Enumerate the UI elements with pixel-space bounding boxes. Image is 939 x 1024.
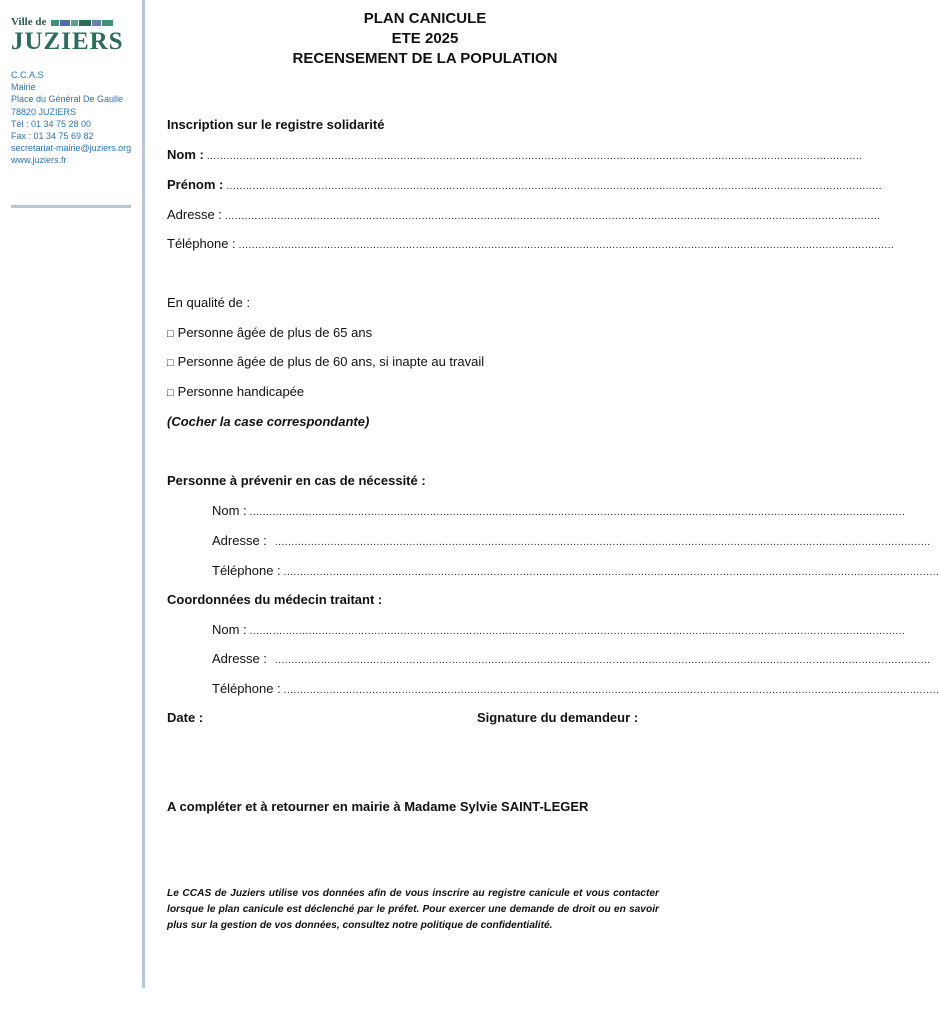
adresse-fill-line[interactable]: ........................................................................................................................................................................................................ (224, 211, 881, 222)
town-logo (11, 16, 124, 58)
contact-block (11, 69, 131, 167)
sidebar-divider (11, 205, 131, 208)
logo-bar (79, 20, 91, 26)
prevenir-heading: Personne à prévenir en cas de nécessité : (167, 473, 426, 488)
medecin-telephone-fill-line[interactable]: ........................................................................................................................................................................................................ (283, 685, 939, 696)
page-title (200, 9, 650, 69)
logo-prefix: Ville de (11, 16, 47, 28)
prevenir-telephone-label: Téléphone : (212, 563, 281, 578)
contact-line: Fax : 01 34 75 69 82 (11, 131, 94, 142)
logo-bar (92, 20, 101, 26)
prenom-field[interactable] (167, 176, 883, 194)
date-label: Date : (167, 710, 204, 725)
contact-line: Place du Général De Gaulle (11, 94, 124, 105)
logo-bar (51, 20, 59, 26)
medecin-heading: Coordonnées du médecin traitant : (167, 592, 383, 607)
qualite-option-65[interactable] (167, 324, 372, 343)
prenom-label: Prénom : (167, 177, 224, 192)
medecin-telephone-label: Téléphone : (212, 681, 281, 696)
telephone-label: Téléphone : (167, 236, 236, 251)
prevenir-nom-field[interactable] (212, 502, 906, 520)
letterhead-sidebar (0, 0, 140, 1024)
title-line-3: RECENSEMENT DE LA POPULATION (292, 50, 558, 67)
option-label: Personne âgée de plus de 60 ans, si inapte au travail (177, 354, 485, 369)
option-label: Personne âgée de plus de 65 ans (177, 325, 373, 340)
nom-label: Nom : (167, 147, 204, 162)
prevenir-nom-fill-line[interactable]: ........................................................................................................................................................................................................ (249, 507, 906, 518)
medecin-telephone-field[interactable] (212, 680, 939, 698)
title-line-1: PLAN CANICULE (363, 10, 487, 27)
logo-bar (60, 20, 70, 26)
qualite-heading: En qualité de : (167, 295, 251, 310)
medecin-adresse-fill-line[interactable]: ........................................................................................................................................................................................................ (274, 655, 931, 666)
telephone-fill-line[interactable]: ........................................................................................................................................................................................................ (238, 240, 895, 251)
logo-bars (51, 20, 113, 26)
title-line-2: ETE 2025 (391, 30, 459, 47)
prevenir-telephone-fill-line[interactable]: ........................................................................................................................................................................................................ (283, 567, 939, 578)
prevenir-adresse-label: Adresse : (212, 533, 267, 548)
medecin-adresse-field[interactable] (212, 650, 931, 668)
contact-line: 78820 JUZIERS (11, 106, 77, 117)
prevenir-adresse-field[interactable] (212, 532, 931, 550)
contact-line: C.C.A.S (11, 70, 44, 80)
adresse-label: Adresse : (167, 207, 222, 222)
logo-name: JUZIERS (11, 28, 124, 55)
return-instruction: A compléter et à retourner en mairie à Madame Sylvie SAINT-LEGER (167, 799, 589, 814)
checkbox-icon[interactable]: □ (167, 357, 174, 369)
vertical-divider (142, 0, 145, 988)
registre-heading: Inscription sur le registre solidarité (167, 117, 385, 132)
prenom-fill-line[interactable]: ........................................................................................................................................................................................................ (226, 181, 883, 192)
qualite-note: (Cocher la case correspondante) (167, 414, 370, 429)
adresse-field[interactable] (167, 206, 881, 224)
checkbox-icon[interactable]: □ (167, 387, 174, 399)
option-label: Personne handicapée (177, 384, 305, 399)
nom-fill-line[interactable]: ........................................................................................................................................................................................................ (206, 151, 863, 162)
prevenir-telephone-field[interactable] (212, 562, 939, 580)
prevenir-adresse-fill-line[interactable]: ........................................................................................................................................................................................................ (274, 537, 931, 548)
medecin-adresse-label: Adresse : (212, 651, 267, 666)
contact-website: www.juziers.fr (11, 155, 67, 166)
medecin-nom-label: Nom : (212, 622, 247, 637)
logo-bar (102, 20, 113, 26)
telephone-field[interactable] (167, 235, 895, 253)
medecin-nom-fill-line[interactable]: ........................................................................................................................................................................................................ (249, 626, 906, 637)
signature-label: Signature du demandeur : (477, 710, 639, 725)
privacy-notice: Le CCAS de Juziers utilise vos données afin de vous inscrire au registre canicule et vous contacter lorsque le plan canicule est déclenché par le préfet. Pour exercer une demande de droit ou en savoir plus sur la gestion de vos données, consultez notre politique de confidentialité. (167, 888, 659, 931)
prevenir-nom-label: Nom : (212, 503, 247, 518)
qualite-option-handicap[interactable] (167, 383, 304, 402)
qualite-option-60[interactable] (167, 353, 484, 372)
logo-bar (71, 20, 78, 26)
contact-email: secretariat-mairie@juziers.org (11, 143, 132, 154)
checkbox-icon[interactable]: □ (167, 328, 174, 340)
nom-field[interactable] (167, 146, 863, 164)
medecin-nom-field[interactable] (212, 621, 906, 639)
contact-line: Mairie (11, 82, 36, 93)
contact-line: Tél : 01 34 75 28 00 (11, 118, 92, 129)
